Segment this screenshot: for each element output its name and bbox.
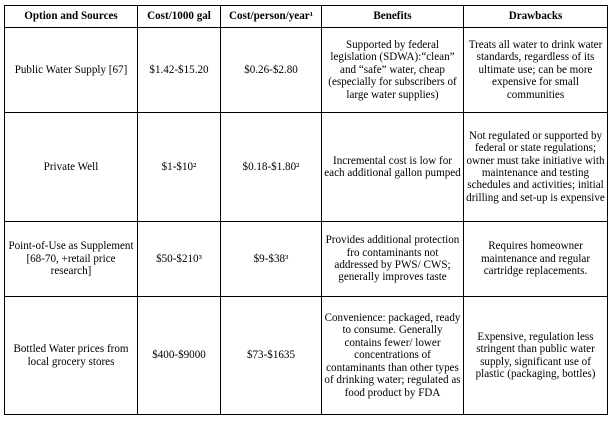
table-row xyxy=(5,297,608,415)
cost-per-1000-cell: $50-$210³ xyxy=(138,222,221,297)
table-row xyxy=(5,222,608,297)
header-cost-per-person-year: Cost/person/year¹ xyxy=(221,6,322,28)
water-options-table xyxy=(4,5,608,415)
header-cost-per-1000-gal: Cost/1000 gal xyxy=(138,6,221,28)
option-cell: Bottled Water prices from local grocery stores xyxy=(5,297,138,415)
header-option: Option and Sources xyxy=(5,6,138,28)
benefits-cell: Supported by federal legislation (SDWA):“clean” and “safe” water, cheap (especially for subscribers of large water supplies) xyxy=(322,28,464,113)
cost-per-person-cell: $73-$1635 xyxy=(221,297,322,415)
cost-per-person-cell: $9-$38³ xyxy=(221,222,322,297)
drawbacks-cell: Treats all water to drink water standards, regardless of its ultimate use; can be more expensive for small communities xyxy=(464,28,608,113)
header-benefits: Benefits xyxy=(322,6,464,28)
drawbacks-cell: Expensive, regulation less stringent than public water supply, significant use of plastic (packaging, bottles) xyxy=(464,297,608,415)
cost-per-person-cell: $0.18-$1.80² xyxy=(221,113,322,222)
header-row xyxy=(5,6,608,28)
option-cell: Point-of-Use as Supplement [68-70, +retail price research] xyxy=(5,222,138,297)
table-row xyxy=(5,113,608,222)
cost-per-person-cell: $0.26-$2.80 xyxy=(221,28,322,113)
cost-per-1000-cell: $1.42-$15.20 xyxy=(138,28,221,113)
cost-per-1000-cell: $400-$9000 xyxy=(138,297,221,415)
option-cell: Public Water Supply [67] xyxy=(5,28,138,113)
option-cell: Private Well xyxy=(5,113,138,222)
benefits-cell: Incremental cost is low for each additional gallon pumped xyxy=(322,113,464,222)
benefits-cell: Convenience: packaged, ready to consume. Generally contains fewer/ lower concentrations of contaminants than other types of drinking water; regulated as food product by FDA xyxy=(322,297,464,415)
header-drawbacks: Drawbacks xyxy=(464,6,608,28)
drawbacks-cell: Requires homeowner maintenance and regular cartridge replacements. xyxy=(464,222,608,297)
cost-per-1000-cell: $1-$10² xyxy=(138,113,221,222)
drawbacks-cell: Not regulated or supported by federal or state regulations; owner must take initiative with maintenance and testing schedules and activities; initial drilling and set-up is expensive xyxy=(464,113,608,222)
table-row xyxy=(5,28,608,113)
benefits-cell: Provides additional protection fro contaminants not addressed by PWS/ CWS; generally improves taste xyxy=(322,222,464,297)
